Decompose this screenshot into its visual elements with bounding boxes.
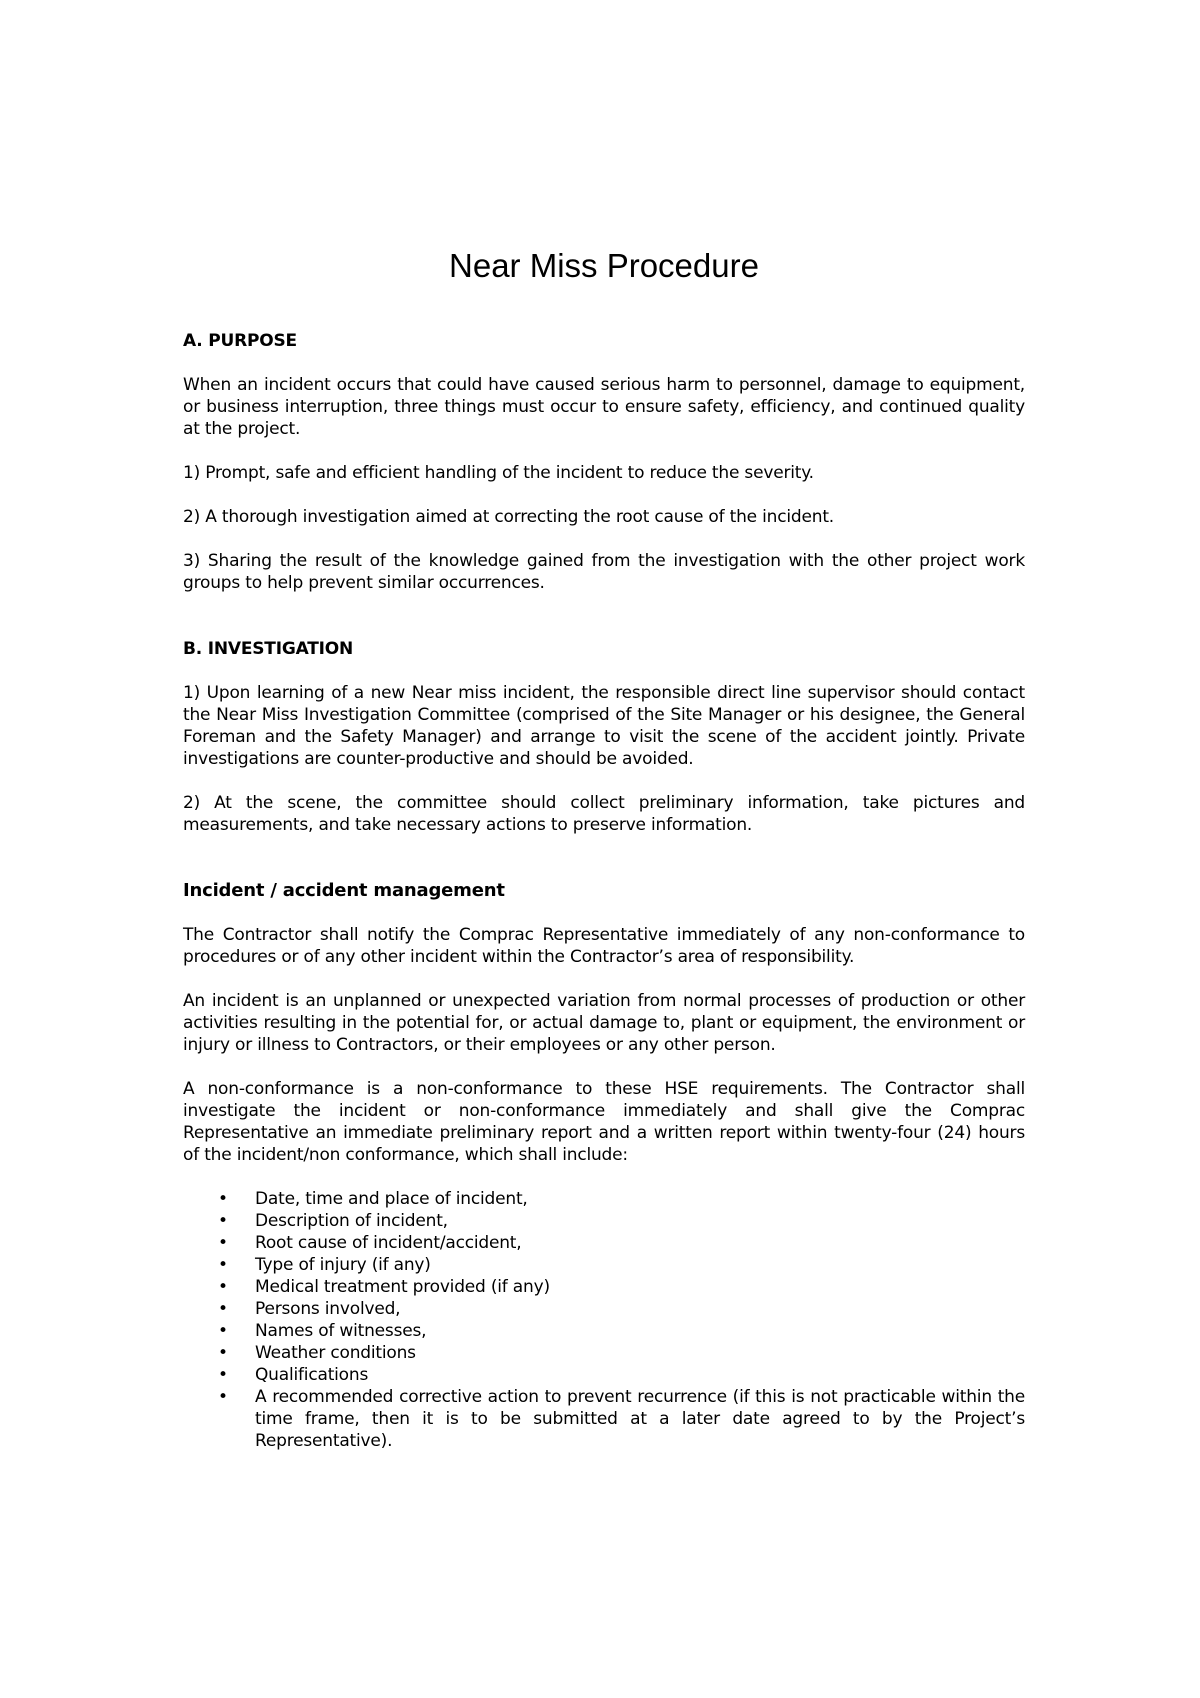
list-item — [183, 1386, 1025, 1452]
list-item-text: Date, time and place of incident, — [255, 1189, 528, 1209]
purpose-item-2: 2) A thorough investigation aimed at correcting the root cause of the incident. — [183, 507, 834, 527]
list-item — [183, 1342, 1025, 1364]
bullet-icon: • — [218, 1321, 228, 1341]
purpose-item-3: 3) Sharing the result of the knowledge gained from the investigation with the other project work groups to help prevent similar occurrences. — [183, 551, 1025, 593]
bullet-icon: • — [218, 1277, 228, 1297]
investigation-item-2: 2) At the scene, the committee should collect preliminary information, take pictures and measurements, and take necessary actions to preserve information. — [183, 793, 1025, 835]
list-item-text: Medical treatment provided (if any) — [255, 1277, 550, 1297]
report-contents-list — [183, 1188, 1025, 1452]
document-body — [183, 246, 1025, 1452]
section-heading-incident-management: Incident / accident management — [183, 880, 505, 901]
bullet-icon: • — [218, 1189, 228, 1209]
list-item-text: Persons involved, — [255, 1299, 401, 1319]
bullet-icon: • — [218, 1255, 228, 1275]
incident-definition-paragraph: An incident is an unplanned or unexpected variation from normal processes of production or other activities resulting in the potential for, or actual damage to, plant or equipment, the environment or injury or illness to Contractors, or their employees or any other person. — [183, 991, 1025, 1055]
incident-notification-paragraph: The Contractor shall notify the Comprac Representative immediately of any non-conformance to procedures or of any other incident within the Contractor’s area of responsibility. — [183, 925, 1025, 967]
list-item-text: Names of witnesses, — [255, 1321, 427, 1341]
list-item — [183, 1276, 1025, 1298]
list-item — [183, 1298, 1025, 1320]
bullet-icon: • — [218, 1365, 228, 1385]
purpose-intro-paragraph: When an incident occurs that could have caused serious harm to personnel, damage to equipment, or business interruption, three things must occur to ensure safety, efficiency, and continued quality at the project. — [183, 375, 1025, 439]
list-item — [183, 1254, 1025, 1276]
investigation-item-1: 1) Upon learning of a new Near miss incident, the responsible direct line supervisor should contact the Near Miss Investigation Committee (comprised of the Site Manager or his designee, the General Foreman and the Safety Manager) and arrange to visit the scene of the accident jointly. Private investigations are counter-productive and should be avoided. — [183, 683, 1025, 769]
section-spacer — [183, 858, 1025, 880]
list-item-text: A recommended corrective action to prevent recurrence (if this is not practicable within the time frame, then it is to be submitted at a later date agreed to by the Project’s Representative). — [255, 1387, 1025, 1451]
section-heading-investigation: B. INVESTIGATION — [183, 639, 354, 659]
list-item — [183, 1210, 1025, 1232]
section-heading-purpose: A. PURPOSE — [183, 331, 297, 351]
purpose-item-1: 1) Prompt, safe and efficient handling of the incident to reduce the severity. — [183, 463, 814, 483]
list-item-text: Description of incident, — [255, 1211, 448, 1231]
bullet-icon: • — [218, 1343, 228, 1363]
list-item — [183, 1320, 1025, 1342]
list-item-text: Root cause of incident/accident, — [255, 1233, 522, 1253]
non-conformance-paragraph: A non-conformance is a non-conformance to these HSE requirements. The Contractor shall investigate the incident or non-conformance immediately and shall give the Comprac Representative an immediate preliminary report and a written report within twenty-four (24) hours of the incident/non conformance, which shall include: — [183, 1079, 1025, 1165]
list-item-text: Weather conditions — [255, 1343, 416, 1363]
bullet-icon: • — [218, 1211, 228, 1231]
list-item-text: Qualifications — [255, 1365, 369, 1385]
document-title: Near Miss Procedure — [449, 247, 759, 284]
list-item-text: Type of injury (if any) — [255, 1255, 431, 1275]
list-item — [183, 1364, 1025, 1386]
bullet-icon: • — [218, 1299, 228, 1319]
section-spacer — [183, 616, 1025, 638]
list-item — [183, 1232, 1025, 1254]
list-item — [183, 1188, 1025, 1210]
bullet-icon: • — [218, 1387, 228, 1407]
bullet-icon: • — [218, 1233, 228, 1253]
